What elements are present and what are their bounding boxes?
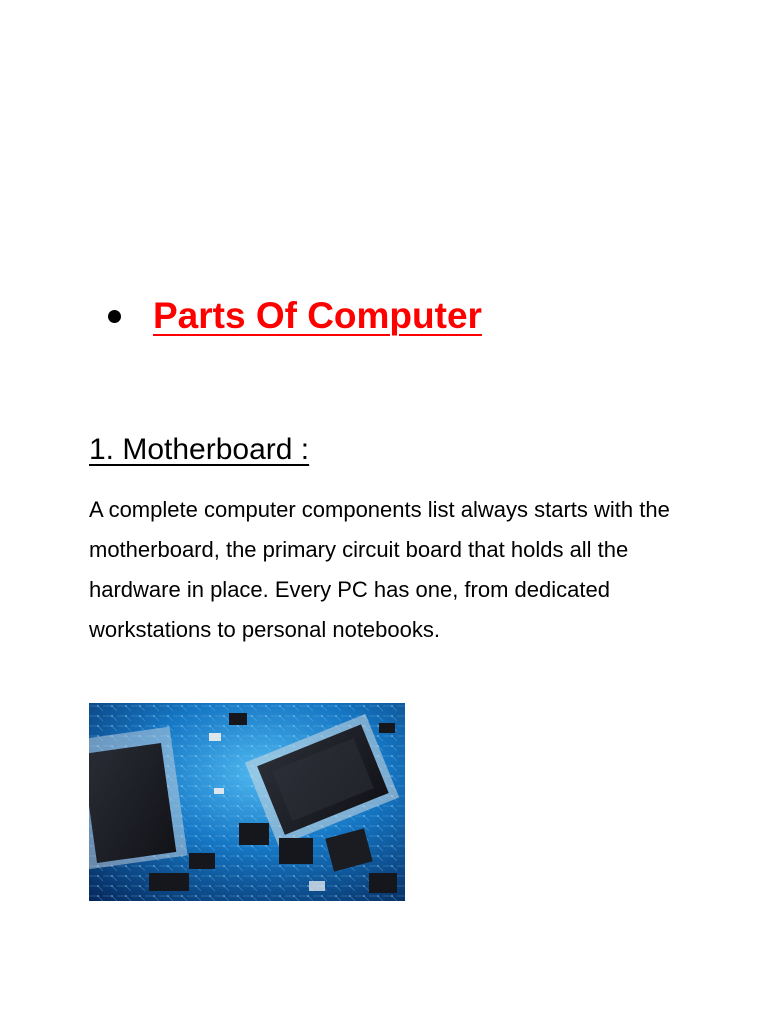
page-title: Parts Of Computer bbox=[153, 295, 482, 336]
bullet-icon bbox=[108, 310, 121, 323]
body-paragraph: A complete computer components list always starts with the motherboard, the primary circuit board that holds all the hardware in place. Every PC has one, from dedicated workstations to personal notebooks. bbox=[89, 497, 670, 642]
motherboard-image bbox=[89, 703, 405, 901]
section-heading: 1. Motherboard : bbox=[89, 433, 310, 466]
bullet-heading-row bbox=[108, 292, 482, 340]
